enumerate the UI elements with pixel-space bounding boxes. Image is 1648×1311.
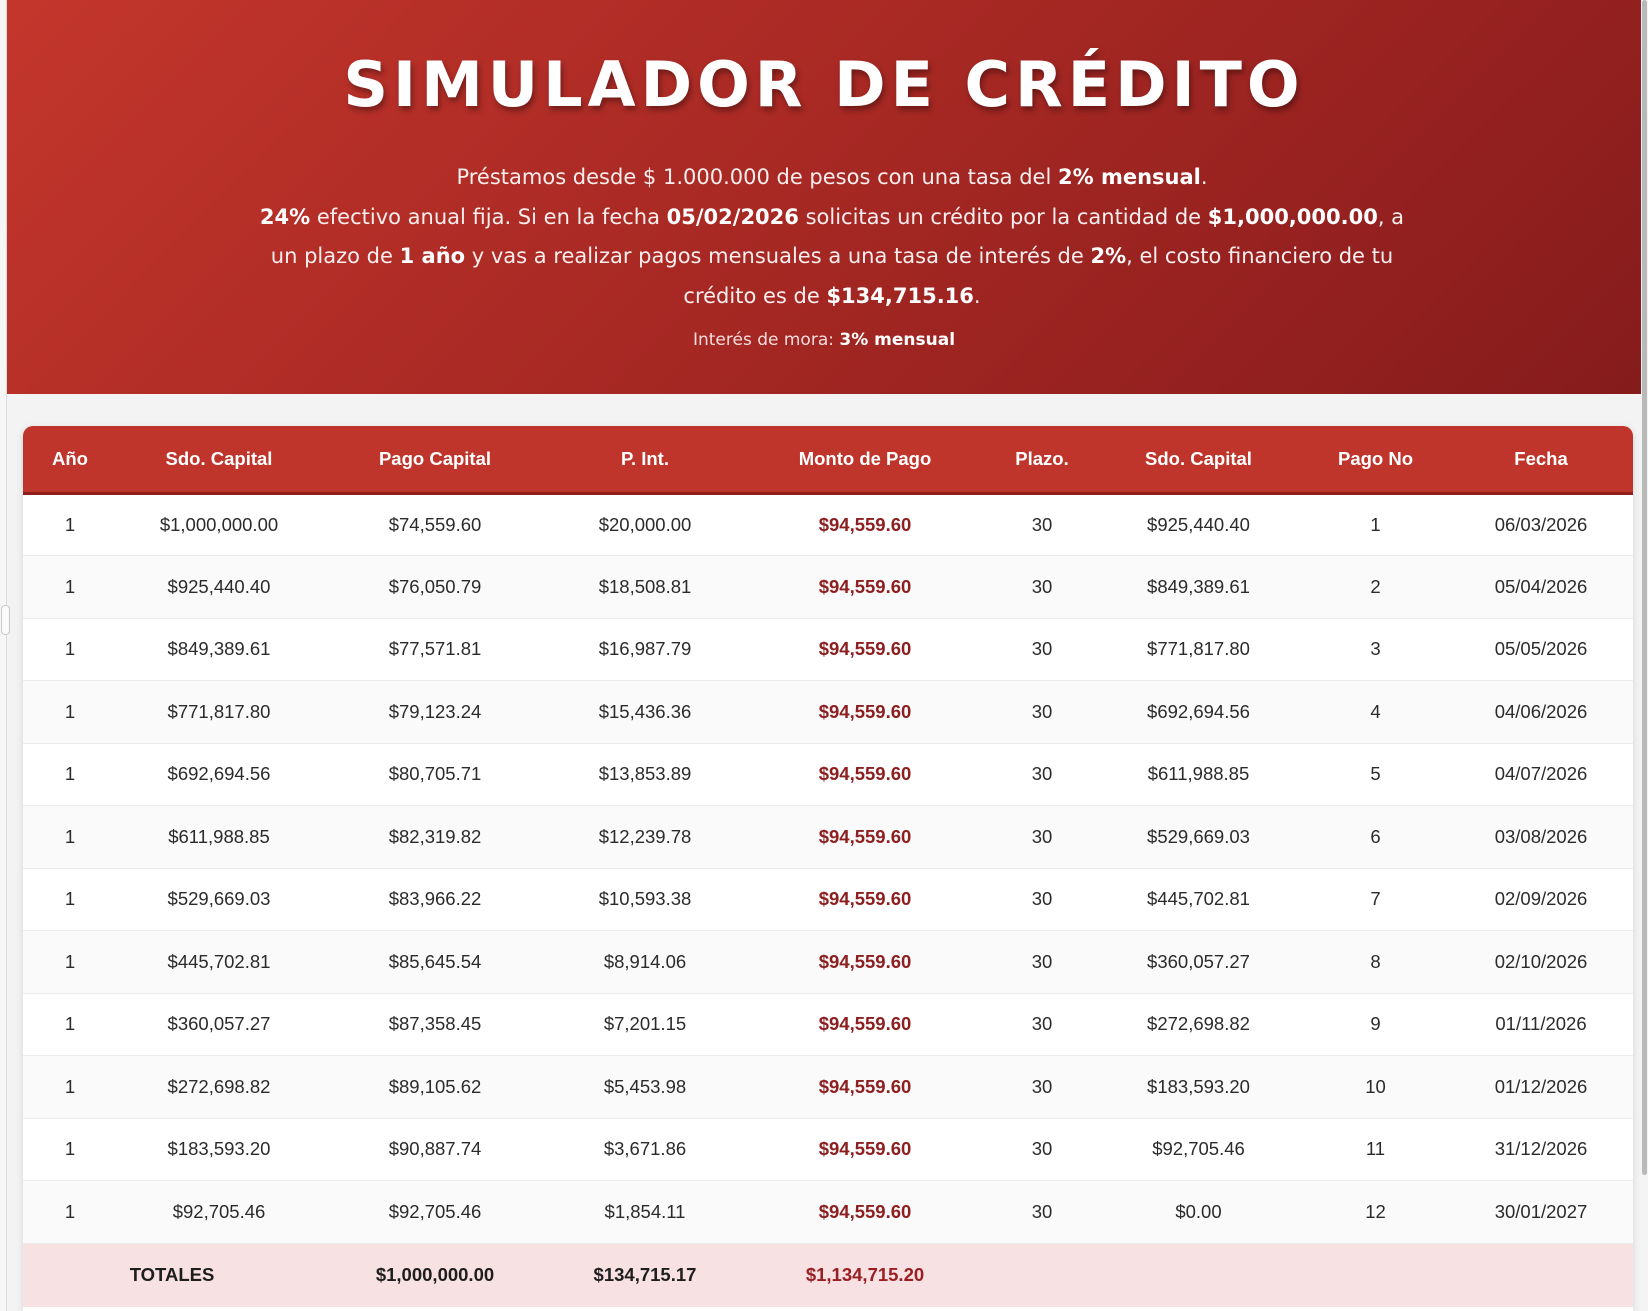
financial-cost: $134,715.16 [826, 283, 974, 308]
table-cell: 04/06/2026 [1494, 700, 1588, 722]
table-cell: $849,389.61 [167, 638, 271, 660]
table-cell: 1 [1370, 513, 1381, 535]
table-cell: $692,694.56 [1147, 700, 1250, 722]
table-cell: $94,559.60 [818, 888, 912, 910]
table-cell: 9 [1370, 1013, 1381, 1035]
table-cell: 05/05/2026 [1494, 638, 1588, 660]
table-cell: $0.00 [1175, 1200, 1222, 1222]
table-cell: 3 [1370, 638, 1381, 660]
table-cell: $611,988.85 [168, 825, 270, 847]
table-cell: 1 [64, 763, 76, 785]
loan-description: Préstamos desde $ 1.000.000 de pesos con una tasa del 2% mensual. 24% efectivo anual fija. Si en la fecha 05/02/2026 solicitas un crédito por la cantidad de $1,000,000.00, a un plazo de 1 año y vas a realizar pagos mensuales a una tasa de interés de 2%, el costo financiero de tu crédito es de $134,715.16. [259, 165, 1405, 308]
table-cell: 1 [64, 1138, 76, 1160]
table-cell: $360,057.27 [167, 1013, 271, 1035]
table-cell: $5,453.98 [603, 1075, 687, 1097]
table-cell: 30/01/2027 [1494, 1200, 1588, 1222]
table-cell: 30 [1031, 1013, 1053, 1035]
table-cell: $272,698.82 [167, 1075, 271, 1097]
table-cell: $77,571.81 [388, 638, 482, 660]
table-cell: $925,440.40 [167, 575, 271, 597]
table-cell: $92,705.46 [172, 1200, 266, 1222]
table-row [23, 681, 1633, 744]
table-cell: $529,669.03 [167, 888, 271, 910]
table-cell: $85,645.54 [388, 950, 482, 972]
table-cell: 30 [1031, 888, 1053, 910]
table-cell: $87,358.45 [388, 1013, 482, 1035]
table-cell: 30 [1031, 575, 1053, 597]
table-row [23, 618, 1633, 681]
total-interes: $134,715.17 [593, 1264, 697, 1286]
table-cell: $360,057.27 [1147, 950, 1250, 972]
table-cell: $13,853.89 [598, 763, 692, 785]
table-cell: $83,966.22 [388, 888, 482, 910]
table-cell: $92,705.46 [1152, 1138, 1245, 1160]
table-cell: $3,671.86 [603, 1138, 687, 1160]
table-cell: $925,440.40 [1147, 513, 1250, 535]
table-cell: $90,887.74 [388, 1138, 482, 1160]
table-cell: 30 [1031, 638, 1053, 660]
table-cell: 01/11/2026 [1495, 1013, 1587, 1035]
table-cell: $445,702.81 [167, 950, 271, 972]
table-cell: $183,593.20 [167, 1138, 271, 1160]
totals-empty [989, 1243, 1633, 1307]
table-cell: 30 [1031, 763, 1053, 785]
late-interest-value: 3% mensual [839, 330, 956, 350]
table-cell: $16,987.79 [598, 638, 692, 660]
table-cell: $15,436.36 [598, 700, 692, 722]
table-cell: $1,854.11 [604, 1200, 686, 1222]
table-cell: $183,593.20 [1147, 1075, 1250, 1097]
table-cell: 11 [1365, 1138, 1386, 1160]
table-cell: $7,201.15 [603, 1013, 687, 1035]
table-cell: 2 [1370, 575, 1381, 597]
table-cell: $8,914.06 [603, 950, 687, 972]
scrollbar-thumb[interactable] [1642, 0, 1647, 1175]
table-cell: 30 [1031, 1075, 1053, 1097]
table-row [23, 868, 1633, 931]
table-cell: 02/10/2026 [1494, 950, 1588, 972]
table-cell: $94,559.60 [818, 950, 912, 972]
table-cell: $94,559.60 [818, 1138, 912, 1160]
column-header: Pago Capital [321, 426, 549, 493]
table-cell: 30 [1031, 1138, 1053, 1160]
table-cell: 5 [1370, 763, 1381, 785]
table-cell: 1 [64, 825, 76, 847]
table-body [23, 493, 1633, 1243]
column-header: Año [23, 426, 117, 493]
table-cell: 1 [64, 950, 76, 972]
page-title: SIMULADOR DE CRÉDITO [343, 48, 1305, 121]
loan-amount: $1,000,000.00 [1207, 204, 1378, 229]
page-left-edge [0, 0, 7, 1311]
table-cell: 30 [1031, 825, 1053, 847]
table-cell: $94,559.60 [818, 825, 912, 847]
table-cell: 1 [64, 575, 76, 597]
table-cell: 1 [64, 1200, 76, 1222]
table-cell: 1 [64, 1013, 76, 1035]
annual-rate: 24% [259, 204, 311, 229]
resize-handle[interactable] [1, 605, 10, 635]
table-cell: 01/12/2026 [1494, 1075, 1588, 1097]
table-row [23, 493, 1633, 556]
table-cell: 7 [1370, 888, 1381, 910]
table-row [23, 931, 1633, 994]
table-cell: $20,000.00 [598, 513, 692, 535]
table-cell: $611,988.85 [1147, 763, 1250, 785]
table-cell: $272,698.82 [1147, 1013, 1250, 1035]
table-cell: $92,705.46 [388, 1200, 482, 1222]
table-cell: $94,559.60 [818, 700, 912, 722]
monthly-rate: 2% mensual [1057, 165, 1201, 189]
table-row [23, 556, 1633, 619]
table-cell: 10 [1365, 1075, 1386, 1097]
table-cell: $76,050.79 [388, 575, 482, 597]
vertical-scrollbar[interactable] [1641, 0, 1648, 1311]
table-row [23, 993, 1633, 1056]
table-cell: 04/07/2026 [1494, 763, 1588, 785]
total-monto: $1,134,715.20 [805, 1264, 925, 1286]
table-cell: 02/09/2026 [1494, 888, 1588, 910]
table-cell: $529,669.03 [1147, 825, 1250, 847]
table-cell: 8 [1370, 950, 1381, 972]
table-cell: $1,000,000.00 [159, 513, 279, 535]
column-header: Monto de Pago [741, 426, 989, 493]
table-row [23, 806, 1633, 869]
table-cell: 06/03/2026 [1494, 513, 1588, 535]
table-cell: 4 [1370, 700, 1381, 722]
column-header: Fecha [1449, 426, 1633, 493]
table-cell: $94,559.60 [818, 638, 912, 660]
table-cell: $771,817.80 [167, 700, 271, 722]
table-cell: $79,123.24 [388, 700, 482, 722]
amortization-table [23, 426, 1633, 1307]
column-header: Pago No [1302, 426, 1449, 493]
table-header-row [23, 426, 1633, 493]
column-header: P. Int. [549, 426, 741, 493]
table-cell: $10,593.38 [598, 888, 692, 910]
table-cell: $89,105.62 [388, 1075, 482, 1097]
table-cell: $692,694.56 [167, 763, 271, 785]
column-header: Sdo. Capital [117, 426, 321, 493]
late-interest-note: Interés de mora: 3% mensual [692, 330, 956, 350]
table-cell: 05/04/2026 [1494, 575, 1588, 597]
table-cell: 1 [64, 700, 76, 722]
table-row [23, 743, 1633, 806]
table-cell: 03/08/2026 [1494, 825, 1588, 847]
hero-header [7, 0, 1641, 394]
table-cell: $94,559.60 [818, 575, 912, 597]
table-row [23, 1118, 1633, 1181]
interest-rate: 2% [1090, 244, 1127, 268]
table-cell: $94,559.60 [818, 763, 912, 785]
table-cell: $18,508.81 [598, 575, 692, 597]
table-cell: $94,559.60 [818, 1075, 912, 1097]
totals-row [23, 1243, 1633, 1307]
table-row [23, 1056, 1633, 1119]
column-header: Plazo. [989, 426, 1095, 493]
table-cell: $82,319.82 [388, 825, 482, 847]
table-cell: $445,702.81 [1147, 888, 1250, 910]
amortization-table-card [23, 426, 1633, 1311]
table-cell: 1 [64, 638, 76, 660]
table-cell: 30 [1031, 700, 1053, 722]
table-cell: $94,559.60 [818, 513, 912, 535]
table-cell: $94,559.60 [818, 1200, 912, 1222]
loan-term: 1 año [399, 244, 466, 268]
request-date: 05/02/2026 [666, 204, 799, 229]
total-pago-capital: $1,000,000.00 [375, 1264, 495, 1286]
table-cell: $94,559.60 [818, 1013, 912, 1035]
table-cell: 6 [1370, 825, 1381, 847]
totals-label: TOTALES [129, 1264, 215, 1286]
table-cell: 31/12/2026 [1494, 1138, 1588, 1160]
table-cell: $849,389.61 [1147, 575, 1250, 597]
table-cell: 30 [1031, 1200, 1053, 1222]
table-cell: $80,705.71 [388, 763, 482, 785]
table-cell: 1 [64, 513, 76, 535]
table-cell: 12 [1365, 1200, 1386, 1222]
table-cell: $771,817.80 [1147, 638, 1250, 660]
table-cell: 1 [64, 888, 76, 910]
table-row [23, 1181, 1633, 1244]
table-cell: 30 [1031, 950, 1053, 972]
table-cell: 30 [1031, 513, 1053, 535]
table-cell: $12,239.78 [598, 825, 692, 847]
table-cell: 1 [64, 1075, 76, 1097]
column-header: Sdo. Capital [1095, 426, 1302, 493]
table-cell: $74,559.60 [388, 513, 482, 535]
